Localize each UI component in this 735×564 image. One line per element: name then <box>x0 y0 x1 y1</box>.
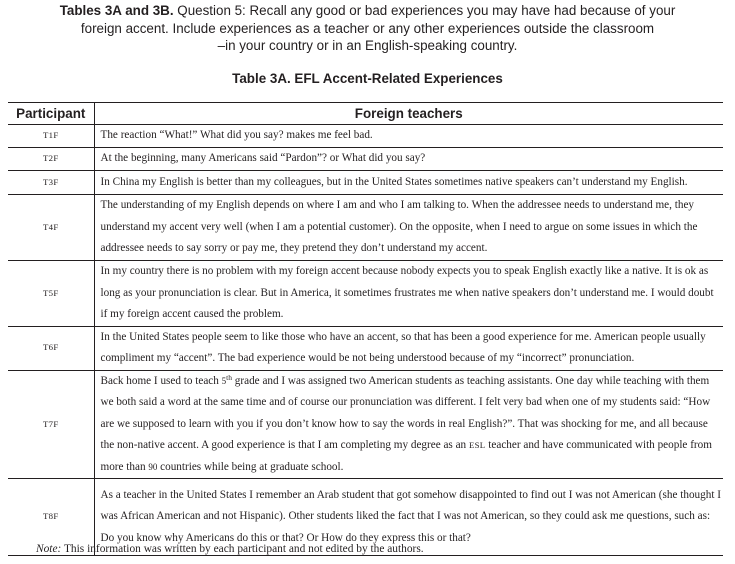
table-row <box>8 370 723 479</box>
esl-abbreviation: ESL <box>468 440 486 450</box>
table-row <box>8 171 723 195</box>
participant-id: T3F <box>8 171 94 195</box>
note-text: This information was written by each participant and not edited by the authors. <box>63 543 424 555</box>
caption-line-1 <box>0 2 735 20</box>
participant-id: T8F <box>8 479 94 556</box>
caption-line-2: foreign accent. Include experiences as a teacher or any other experiences outside the classroom <box>80 20 655 36</box>
participant-id: T5F <box>8 261 94 327</box>
response-text: In China my English is better than my colleagues, but in the United States sometimes native speakers can’t understand my English. <box>94 171 723 195</box>
table-row <box>8 148 723 171</box>
experiences-table <box>8 102 723 556</box>
response-text: Back home I used to teach 5th grade and I was assigned two American students as teaching assistants. One day while teaching with them we both said a word at the same time and of course our pronunciation was different. I felt very bad when one of my students said: “How are we supposed to learn with you if you don’t know how to say the words in real English?”. That was shocking for me, and all because the non-native accent. A good experience is that I am completing my degree as an ESL teacher and have communicated with people from more than 90 countries while being at graduate school. <box>94 370 723 479</box>
response-text: As a teacher in the United States I remember an Arab student that got somehow disappointed to find out I was not American (she thought I was African American and not Hispanic). Other students liked the fact that I was not American, so they could ask me questions, such as: Do you know why Americans do this or that? Or How do they express this or that? <box>94 479 723 556</box>
participant-id: T2F <box>8 148 94 171</box>
participant-id: T4F <box>8 195 94 261</box>
response-text: At the beginning, many Americans said “Pardon”? or What did you say? <box>94 148 723 171</box>
note-label: Note: <box>36 543 62 555</box>
participant-header: Participant <box>8 103 94 125</box>
table-note <box>36 542 424 556</box>
response-text: The reaction “What!” What did you say? makes me feel bad. <box>94 125 723 148</box>
caption-line-3: –in your country or in an English-speaking country. <box>217 38 518 54</box>
foreign-teachers-header: Foreign teachers <box>94 103 723 125</box>
table-title: Table 3A. EFL Accent-Related Experiences <box>232 71 503 86</box>
table-row <box>8 125 723 148</box>
header-row <box>8 103 723 125</box>
response-text: In the United States people seem to like those who have an accent, so that has been a good experience for me. American people usually compliment my “accent”. The bad experience would be not being understood because of my “incorrect” pronunciation. <box>94 326 723 370</box>
table-row <box>8 261 723 327</box>
participant-id: T6F <box>8 326 94 370</box>
response-text: The understanding of my English depends on where I am and who I am talking to. When the addressee needs to understand me, they understand my accent very well (when I am a potential customer). On the opposite, when I need to argue on some issues in which the addressee needs to say sorry or pay me, they pretend they don’t understand my accent. <box>94 195 723 261</box>
table-caption <box>0 2 735 55</box>
response-text: In my country there is no problem with my foreign accent because nobody expects you to speak English exactly like a native. It is ok as long as your pronunciation is clear. But in America, it sometimes frustrates me when native speakers don’t understand me. I would doubt if my foreign accent caused the problem. <box>94 261 723 327</box>
table-row <box>8 326 723 370</box>
caption-lead: Tables 3A and 3B. <box>59 3 174 18</box>
table-row <box>8 195 723 261</box>
caption-question: Question 5: Recall any good or bad experiences you may have had because of your <box>177 3 676 18</box>
participant-id: T7F <box>8 370 94 479</box>
participant-id: T1F <box>8 125 94 148</box>
